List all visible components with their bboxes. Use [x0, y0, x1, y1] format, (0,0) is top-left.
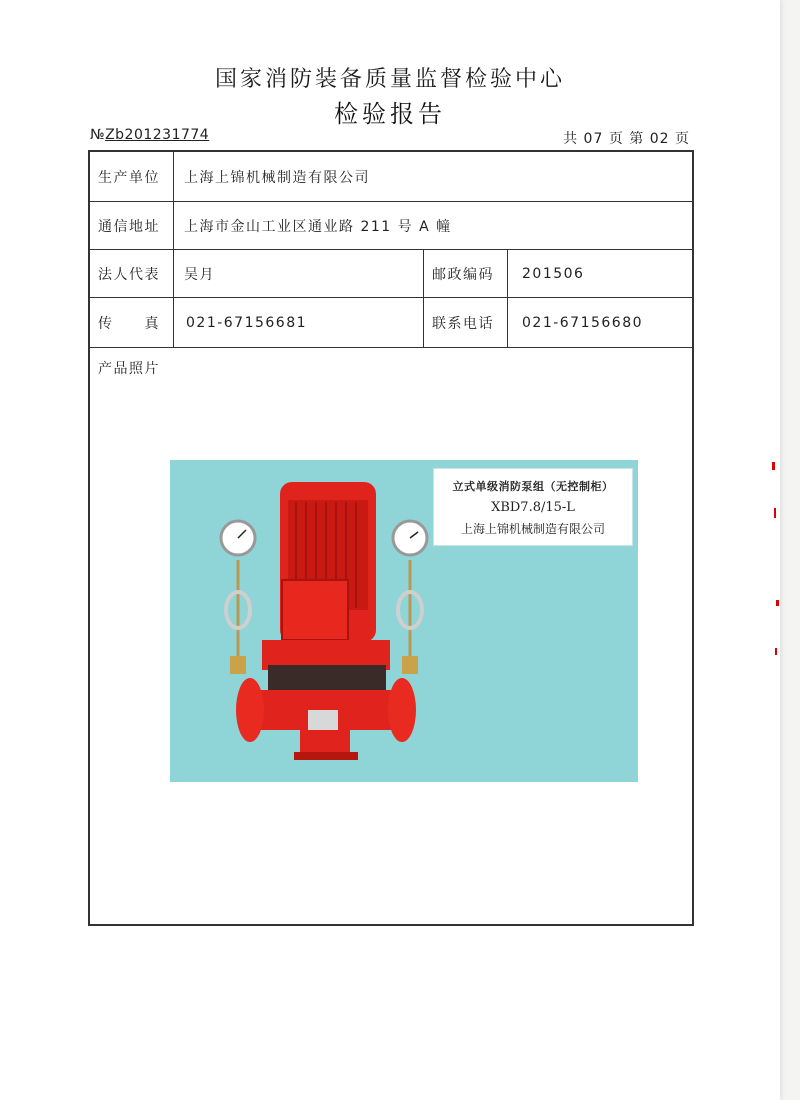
info-table: [88, 150, 694, 926]
postcode-label: 邮政编码: [424, 250, 508, 297]
row-address: [90, 202, 692, 250]
row-legal-rep: [90, 250, 692, 298]
product-photo-label: 产品照片: [98, 361, 160, 377]
caption-product-type: 立式单级消防泵组（无控制柜）: [452, 480, 614, 493]
phone-label: 联系电话: [424, 298, 508, 347]
photo-caption: [433, 468, 633, 546]
product-photo: [170, 460, 638, 782]
report-number-value: Zb201231774: [105, 127, 210, 143]
legal-rep-label: 法人代表: [90, 250, 174, 297]
report-number-prefix: №: [90, 127, 106, 143]
phone-value: 021-67156680: [522, 314, 644, 331]
organization-title: 国家消防装备质量监督检验中心: [214, 67, 565, 92]
address-label: 通信地址: [90, 202, 174, 249]
row-manufacturer: [90, 152, 692, 202]
report-title: 检验报告: [334, 100, 446, 128]
manufacturer-value: 上海上锦机械制造有限公司: [184, 169, 370, 186]
fax-value: 021-67156681: [174, 298, 424, 347]
scan-speck: [772, 462, 775, 470]
scan-speck: [776, 600, 779, 606]
legal-rep-value: 吴月: [174, 250, 424, 297]
scan-speck: [774, 508, 776, 518]
caption-model: XBD7.8/15-L: [491, 500, 575, 515]
fax-label: 传 真: [90, 298, 174, 347]
scan-speck: [775, 648, 777, 655]
caption-manufacturer: 上海上锦机械制造有限公司: [460, 522, 605, 536]
row-fax-phone: [90, 298, 692, 348]
report-number: [90, 127, 209, 143]
address-value: 上海市金山工业区通业路 211 号 A 幢: [184, 218, 452, 235]
manufacturer-label: 生产单位: [90, 152, 174, 201]
page-count: 共 07 页 第 02 页: [563, 131, 690, 147]
postcode-value: 201506: [522, 265, 585, 282]
